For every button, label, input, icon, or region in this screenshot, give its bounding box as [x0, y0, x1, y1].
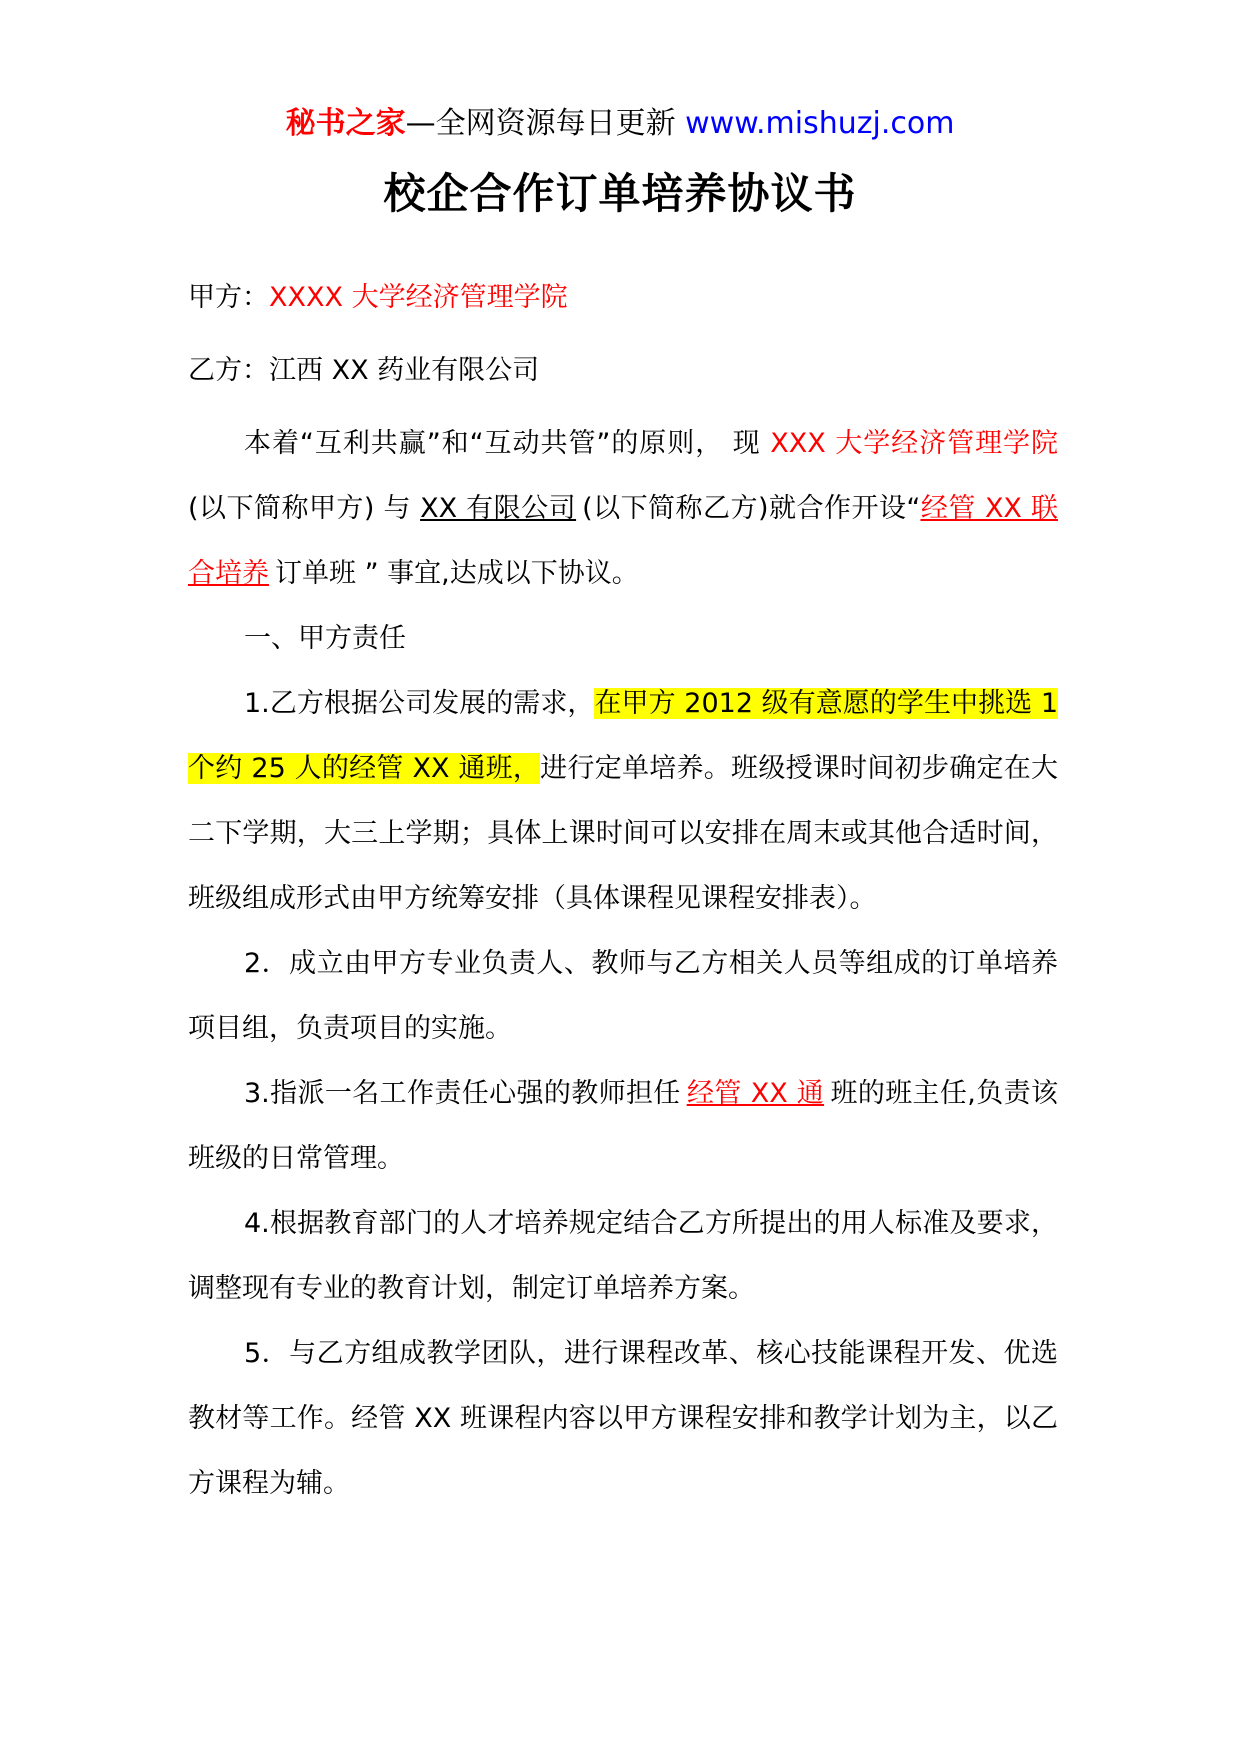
intro-paragraph — [188, 411, 1058, 606]
site-url[interactable]: www.mishuzj.com — [685, 106, 955, 141]
clause-2: 2．成立由甲方专业负责人、教师与乙方相关人员等组成的订单培养项目组，负责项目的实施。 — [188, 948, 1058, 1044]
clause-5: 5．与乙方组成教学团队，进行课程改革、核心技能课程开发、优选教材等工作。经管 XX 班课程内容以甲方课程安排和教学计划为主，以乙方课程为辅。 — [188, 1338, 1058, 1499]
clause-1-highlight: 在甲方 2012 级有意愿的学生中挑选 1 个约 25 人的经管 XX 通班， — [188, 688, 1059, 784]
clause-3 — [188, 1061, 1058, 1191]
party-b-label: 乙方： — [188, 355, 269, 386]
intro-school-name: XXX 大学经济管理学院 — [770, 428, 1058, 459]
clause-3-class-name: 经管 XX 通 — [686, 1078, 825, 1109]
clause-1 — [188, 671, 1058, 931]
intro-company-name: XX 有限公司 — [420, 493, 577, 524]
clause-3-text-2: 班的班主任,负责该班级的日常管理。 — [188, 1078, 1058, 1174]
intro-text-3: (以下简称乙方)就合作开设“ — [582, 493, 921, 524]
party-b-name: 江西 XX 药业有限公司 — [269, 355, 540, 386]
party-a-label: 甲方： — [188, 282, 269, 313]
party-a-name: XXXX 大学经济管理学院 — [269, 282, 568, 313]
site-header — [0, 104, 1240, 144]
brand-name: 秘书之家 — [285, 106, 406, 141]
clause-4: 4.根据教育部门的人才培养规定结合乙方所提出的用人标准及要求，调整现有专业的教育计划，制定订单培养方案。 — [188, 1208, 1058, 1304]
slogan: —全网资源每日更新 — [405, 106, 686, 141]
document-title: 校企合作订单培养协议书 — [383, 169, 857, 218]
clause-1-text-2: 进行定单培养。班级授课时间初步确定在大二下学期，大三上学期；具体上课时间可以安排在周末或其他合适时间，班级组成形式由甲方统筹安排（具体课程见课程安排表）。 — [188, 753, 1058, 914]
party-b-line — [188, 338, 1058, 403]
intro-text-2: (以下简称甲方) 与 — [188, 493, 421, 524]
clause-3-text-1: 3.指派一名工作责任心强的教师担任 — [244, 1078, 681, 1109]
intro-class-name: 经管 XX 联合培养 — [188, 493, 1058, 589]
section-heading: 一、甲方责任 — [244, 623, 406, 654]
document-body — [188, 265, 1058, 1516]
intro-text-1: 本着“互利共赢”和“互动共管”的原则， 现 — [244, 428, 771, 459]
intro-text-4: 订单班 ” 事宜,达成以下协议。 — [275, 558, 639, 589]
clause-1-text-1: 1.乙方根据公司发展的需求， — [244, 688, 595, 719]
party-a-line — [188, 265, 1058, 330]
